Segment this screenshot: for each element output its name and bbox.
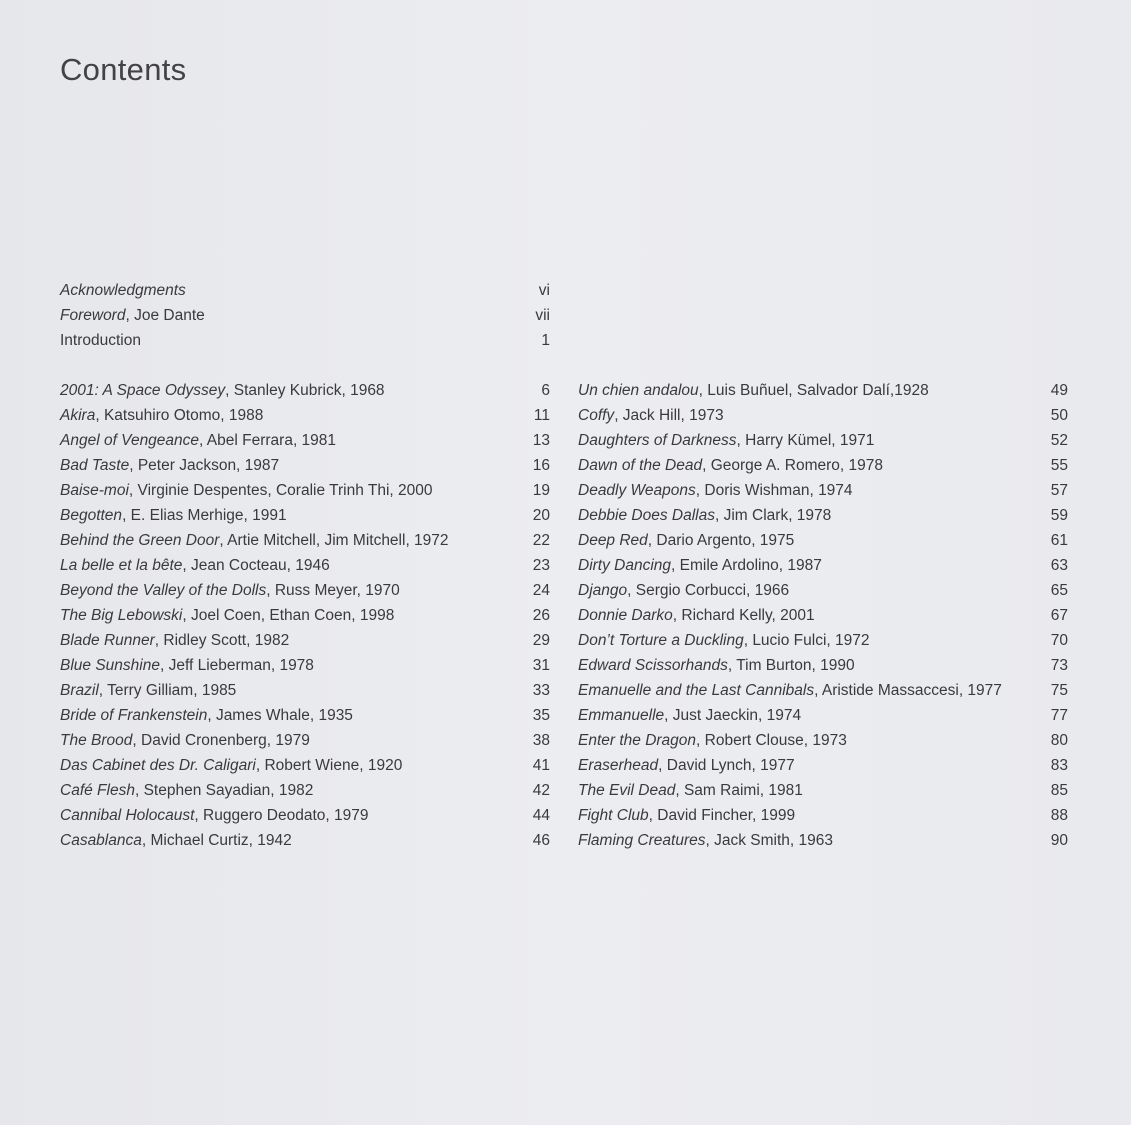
entry-title: Begotten bbox=[60, 507, 123, 524]
entry-page-number: 65 bbox=[1050, 582, 1068, 599]
entry-credits: , Russ Meyer, 1970 bbox=[266, 582, 400, 599]
contents-entry bbox=[60, 578, 550, 603]
contents-entry bbox=[60, 778, 550, 803]
contents-entry bbox=[60, 678, 550, 703]
entry-credits: , Richard Kelly, 2001 bbox=[672, 607, 815, 624]
entry-title: Coffy bbox=[578, 407, 615, 424]
entry-page-number: 20 bbox=[532, 507, 550, 524]
entry-page-number: 1 bbox=[541, 332, 550, 349]
contents-entry bbox=[578, 453, 1068, 478]
entry-title: Deep Red bbox=[578, 532, 648, 549]
entry-credits: , David Lynch, 1977 bbox=[658, 757, 795, 774]
contents-entry bbox=[60, 528, 550, 553]
entry-title: Eraserhead bbox=[578, 757, 659, 774]
contents-entry bbox=[60, 303, 550, 328]
contents-entry bbox=[578, 753, 1068, 778]
contents-entry bbox=[578, 378, 1068, 403]
entry-page-number: 38 bbox=[532, 732, 550, 749]
entry-page-number: 83 bbox=[1050, 757, 1068, 774]
contents-entry bbox=[60, 703, 550, 728]
entry-title: Brazil bbox=[60, 682, 99, 699]
contents-entry bbox=[60, 503, 550, 528]
entry-title: Emmanuelle bbox=[578, 707, 665, 724]
entry-title: The Big Lebowski bbox=[60, 607, 183, 624]
entry-page-number: 80 bbox=[1050, 732, 1068, 749]
contents-column-left bbox=[60, 378, 550, 853]
entry-credits: , Terry Gilliam, 1985 bbox=[98, 682, 237, 699]
contents-entry bbox=[60, 278, 550, 303]
entry-page-number: 29 bbox=[532, 632, 550, 649]
contents-entry bbox=[578, 803, 1068, 828]
entry-credits: Introduction bbox=[60, 332, 141, 349]
entry-credits: , Tim Burton, 1990 bbox=[727, 657, 855, 674]
entry-title: La belle et la bête bbox=[60, 557, 183, 574]
contents-entry bbox=[578, 403, 1068, 428]
entry-page-number: vii bbox=[535, 307, 550, 324]
contents-entry bbox=[578, 503, 1068, 528]
entry-title: Django bbox=[578, 582, 628, 599]
entry-page-number: 90 bbox=[1050, 832, 1068, 849]
contents-entry bbox=[60, 428, 550, 453]
entry-credits: , Katsuhiro Otomo, 1988 bbox=[95, 407, 264, 424]
entry-credits: , Lucio Fulci, 1972 bbox=[743, 632, 870, 649]
contents-entry bbox=[60, 453, 550, 478]
entry-title: Don’t Torture a Duckling bbox=[578, 632, 744, 649]
entry-page-number: 24 bbox=[532, 582, 550, 599]
contents-entry bbox=[578, 628, 1068, 653]
entry-title: 2001: A Space Odyssey bbox=[60, 382, 226, 399]
entry-page-number: vi bbox=[538, 282, 550, 299]
entry-credits: , Michael Curtiz, 1942 bbox=[141, 832, 292, 849]
entry-title: Cannibal Holocaust bbox=[60, 807, 195, 824]
front-matter-list bbox=[60, 278, 550, 353]
contents-entry bbox=[60, 553, 550, 578]
entry-credits: , George A. Romero, 1978 bbox=[702, 457, 884, 474]
entry-page-number: 57 bbox=[1050, 482, 1068, 499]
contents-entry bbox=[60, 378, 550, 403]
entry-credits: , Virginie Despentes, Coralie Trinh Thi, 2000 bbox=[128, 482, 433, 499]
entry-page-number: 31 bbox=[532, 657, 550, 674]
entry-credits: , Ridley Scott, 1982 bbox=[154, 632, 290, 649]
entry-credits: , E. Elias Merhige, 1991 bbox=[122, 507, 287, 524]
contents-entry bbox=[60, 603, 550, 628]
page-title: Contents bbox=[60, 52, 187, 87]
entry-title: Angel of Vengeance bbox=[60, 432, 200, 449]
entry-page-number: 16 bbox=[532, 457, 550, 474]
entry-title: Debbie Does Dallas bbox=[578, 507, 715, 524]
contents-entry bbox=[60, 653, 550, 678]
entry-title: Das Cabinet des Dr. Caligari bbox=[60, 757, 256, 774]
entry-credits: , Jack Hill, 1973 bbox=[614, 407, 724, 424]
entry-credits: , Sam Raimi, 1981 bbox=[675, 782, 803, 799]
entry-credits: , Joel Coen, Ethan Coen, 1998 bbox=[182, 607, 395, 624]
entry-credits: , Abel Ferrara, 1981 bbox=[199, 432, 337, 449]
contents-entry bbox=[60, 803, 550, 828]
entry-page-number: 77 bbox=[1050, 707, 1068, 724]
entry-credits: , Ruggero Deodato, 1979 bbox=[194, 807, 369, 824]
contents-entry bbox=[578, 578, 1068, 603]
entry-title: Un chien andalou bbox=[578, 382, 699, 399]
entry-credits: , David Cronenberg, 1979 bbox=[132, 732, 310, 749]
contents-entry bbox=[578, 703, 1068, 728]
entry-page-number: 88 bbox=[1050, 807, 1068, 824]
entry-title: The Evil Dead bbox=[578, 782, 676, 799]
entry-credits: , Sergio Corbucci, 1966 bbox=[627, 582, 790, 599]
entry-title: Dawn of the Dead bbox=[578, 457, 703, 474]
entry-credits: , Jeff Lieberman, 1978 bbox=[159, 657, 314, 674]
entry-title: Donnie Darko bbox=[578, 607, 673, 624]
entry-credits: , Jean Cocteau, 1946 bbox=[182, 557, 330, 574]
entry-page-number: 55 bbox=[1050, 457, 1068, 474]
contents-entry bbox=[60, 403, 550, 428]
entry-title: Behind the Green Door bbox=[60, 532, 220, 549]
entry-page-number: 33 bbox=[532, 682, 550, 699]
entry-page-number: 35 bbox=[532, 707, 550, 724]
contents-entry bbox=[578, 528, 1068, 553]
contents-entry bbox=[60, 728, 550, 753]
entry-title: Casablanca bbox=[60, 832, 142, 849]
entry-page-number: 42 bbox=[532, 782, 550, 799]
entry-credits: , Harry Kümel, 1971 bbox=[736, 432, 875, 449]
contents-entry bbox=[578, 678, 1068, 703]
contents-entry bbox=[578, 553, 1068, 578]
entry-credits: , James Whale, 1935 bbox=[207, 707, 353, 724]
entry-page-number: 63 bbox=[1050, 557, 1068, 574]
contents-column-right bbox=[578, 378, 1068, 853]
entry-credits: , David Fincher, 1999 bbox=[648, 807, 796, 824]
contents-entry bbox=[578, 478, 1068, 503]
entry-page-number: 22 bbox=[532, 532, 550, 549]
entry-title: Fight Club bbox=[578, 807, 649, 824]
entry-page-number: 26 bbox=[532, 607, 550, 624]
entry-title: Deadly Weapons bbox=[578, 482, 696, 499]
entry-page-number: 67 bbox=[1050, 607, 1068, 624]
entry-credits: , Robert Clouse, 1973 bbox=[696, 732, 847, 749]
entry-page-number: 41 bbox=[532, 757, 550, 774]
contents-entry bbox=[578, 778, 1068, 803]
entry-page-number: 70 bbox=[1050, 632, 1068, 649]
entry-page-number: 75 bbox=[1050, 682, 1068, 699]
entry-page-number: 46 bbox=[532, 832, 550, 849]
contents-entry bbox=[578, 828, 1068, 853]
entry-credits: , Jim Clark, 1978 bbox=[715, 507, 832, 524]
entry-title: Dirty Dancing bbox=[578, 557, 672, 574]
contents-entry bbox=[60, 328, 550, 353]
entry-page-number: 59 bbox=[1050, 507, 1068, 524]
entry-credits: , Emile Ardolino, 1987 bbox=[671, 557, 822, 574]
contents-entry bbox=[60, 478, 550, 503]
entry-title: Flaming Creatures bbox=[578, 832, 706, 849]
entry-credits: , Artie Mitchell, Jim Mitchell, 1972 bbox=[219, 532, 449, 549]
contents-entry bbox=[60, 753, 550, 778]
entry-title: Blade Runner bbox=[60, 632, 155, 649]
entry-credits: , Doris Wishman, 1974 bbox=[695, 482, 853, 499]
entry-page-number: 44 bbox=[532, 807, 550, 824]
entry-credits: , Luis Buñuel, Salvador Dalí,1928 bbox=[698, 382, 929, 399]
entry-page-number: 11 bbox=[533, 407, 550, 424]
entry-credits: , Stephen Sayadian, 1982 bbox=[134, 782, 314, 799]
contents-entry bbox=[578, 603, 1068, 628]
entry-credits: , Dario Argento, 1975 bbox=[647, 532, 795, 549]
entry-title: Café Flesh bbox=[60, 782, 135, 799]
entry-credits: , Robert Wiene, 1920 bbox=[255, 757, 403, 774]
entry-title: Bad Taste bbox=[60, 457, 130, 474]
entry-title: Acknowledgments bbox=[60, 282, 186, 299]
contents-entry bbox=[60, 628, 550, 653]
entry-page-number: 61 bbox=[1050, 532, 1068, 549]
entry-page-number: 23 bbox=[532, 557, 550, 574]
entry-credits: , Aristide Massaccesi, 1977 bbox=[814, 682, 1002, 699]
entry-title: Bride of Frankenstein bbox=[60, 707, 208, 724]
contents-entry bbox=[578, 728, 1068, 753]
entry-credits: , Stanley Kubrick, 1968 bbox=[225, 382, 385, 399]
entry-title: Enter the Dragon bbox=[578, 732, 697, 749]
entry-title: Foreword bbox=[60, 307, 126, 324]
entry-page-number: 13 bbox=[532, 432, 550, 449]
entry-title: Edward Scissorhands bbox=[578, 657, 728, 674]
entry-title: The Brood bbox=[60, 732, 133, 749]
entry-credits: , Joe Dante bbox=[125, 307, 205, 324]
entry-title: Emanuelle and the Last Cannibals bbox=[578, 682, 815, 699]
entry-page-number: 19 bbox=[532, 482, 550, 499]
entry-title: Beyond the Valley of the Dolls bbox=[60, 582, 267, 599]
entry-title: Akira bbox=[60, 407, 96, 424]
entry-title: Daughters of Darkness bbox=[578, 432, 737, 449]
entry-credits: , Peter Jackson, 1987 bbox=[129, 457, 280, 474]
contents-entry bbox=[578, 653, 1068, 678]
contents-entry bbox=[60, 828, 550, 853]
entry-page-number: 49 bbox=[1050, 382, 1068, 399]
entry-credits: , Jack Smith, 1963 bbox=[705, 832, 834, 849]
entry-title: Baise-moi bbox=[60, 482, 129, 499]
entry-page-number: 52 bbox=[1050, 432, 1068, 449]
entry-page-number: 85 bbox=[1050, 782, 1068, 799]
entry-page-number: 73 bbox=[1050, 657, 1068, 674]
entry-page-number: 50 bbox=[1050, 407, 1068, 424]
entry-credits: , Just Jaeckin, 1974 bbox=[664, 707, 802, 724]
entry-title: Blue Sunshine bbox=[60, 657, 160, 674]
entry-page-number: 6 bbox=[541, 382, 550, 399]
contents-entry bbox=[578, 428, 1068, 453]
